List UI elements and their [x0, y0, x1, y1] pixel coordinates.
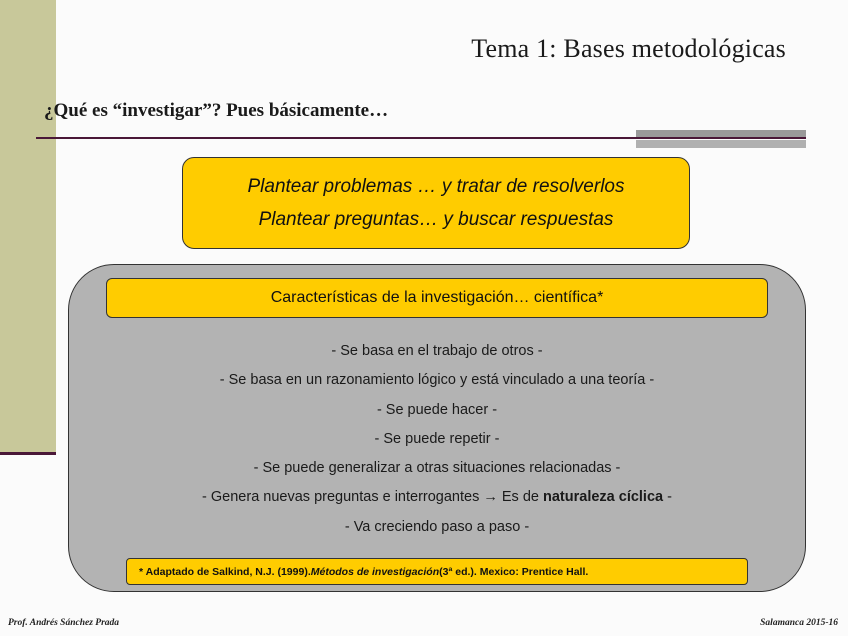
- decorative-gray-bar: [636, 130, 806, 148]
- slide-subtitle: ¿Qué es “investigar”? Pues básicamente…: [44, 100, 389, 121]
- list-item: - Se basa en un razonamiento lógico y está vinculado a una teoría -: [219, 372, 655, 389]
- citation-footnote: [126, 558, 748, 585]
- list-item: - Va creciendo paso a paso -: [344, 518, 530, 535]
- slide-title: Tema 1: Bases metodológicas: [471, 34, 786, 63]
- characteristics-header: Características de la investigación… científica*: [106, 278, 768, 318]
- citation-text: * Adaptado de Salkind, N.J. (1999).: [139, 565, 311, 578]
- list-item-text: - Genera nuevas preguntas e interrogantes → Es de: [202, 489, 543, 506]
- definition-line-1: Plantear problemas … y tratar de resolverlos: [247, 176, 625, 197]
- definition-line-2: Plantear preguntas… y buscar respuestas: [258, 209, 614, 230]
- side-band: [0, 0, 56, 455]
- citation-text: (3ª ed.). Mexico: Prentice Hall.: [439, 565, 589, 578]
- list-item: - Se basa en el trabajo de otros -: [331, 343, 543, 359]
- list-item: - Se puede generalizar a otras situaciones relacionadas -: [253, 460, 621, 477]
- list-item-text: -: [663, 489, 672, 506]
- footer-place-year: Salamanca 2015-16: [760, 618, 838, 628]
- citation-book-title: Métodos de investigación: [310, 565, 440, 578]
- list-item: - Se puede hacer -: [376, 401, 498, 418]
- list-item: - Se puede repetir -: [374, 430, 500, 447]
- footer-author: Prof. Andrés Sánchez Prada: [8, 618, 120, 628]
- list-item: [68, 483, 806, 512]
- list-item-emphasis: naturaleza cíclica: [543, 489, 664, 506]
- definition-box: [182, 157, 690, 249]
- characteristics-list: [68, 337, 806, 542]
